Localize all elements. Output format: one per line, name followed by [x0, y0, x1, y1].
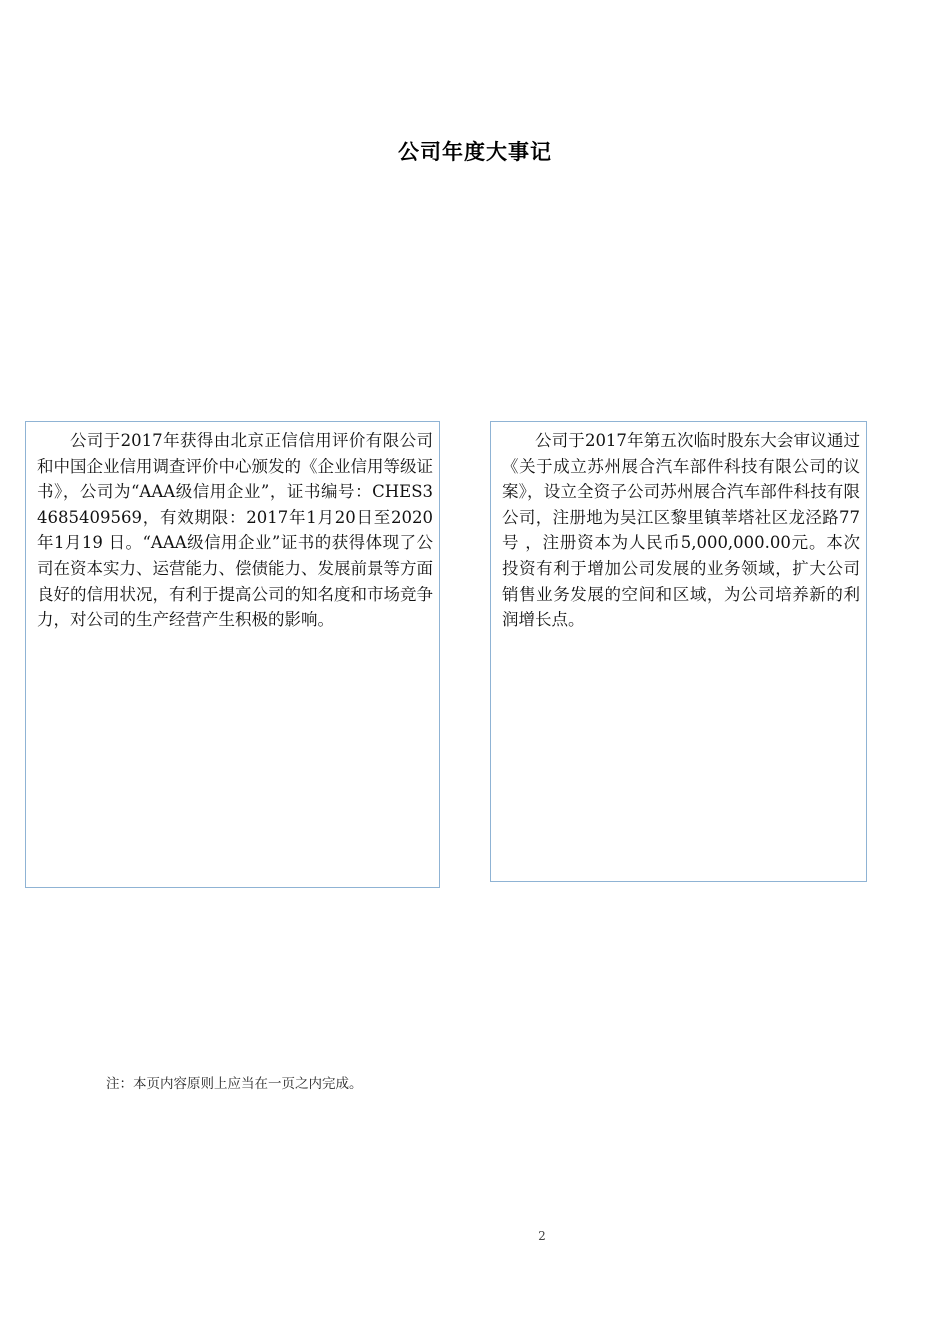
- page-title: 公司年度大事记: [398, 140, 552, 164]
- event-text-2: 公司于2017年第五次临时股东大会审议通过《关于成立苏州展合汽车部件科技有限公司的议案》，设立全资子公司苏州展合汽车部件科技有限公司，注册地为吴江区黎里镇莘塔社区龙泾路77号 ，注册资本为人民币5,000,000.00元。本次投资有利于增加公司发展的业务领域，扩大公司销售业务发展的空间和区域，为公司培养新的利润增长点。: [502, 431, 860, 630]
- page-number: 2: [538, 1229, 546, 1243]
- footnote: 注：本页内容原则上应当在一页之内完成。: [106, 1076, 363, 1092]
- event-text-1: 公司于2017年获得由北京正信信用评价有限公司和中国企业信用调查评价中心颁发的《企业信用等级证书》，公司为“AAA级信用企业”，证书编号：CHES34685409569，有效期限：2017年1月20日至2020年1月19 日。“AAA级信用企业”证书的获得体现了公司在资本实力、运营能力、偿债能力、发展前景等方面良好的信用状况，有利于提高公司的知名度和市场竞争力，对公司的生产经营产生积极的影响。: [37, 431, 433, 630]
- event-box-1: [25, 421, 440, 888]
- event-box-2: [490, 421, 867, 882]
